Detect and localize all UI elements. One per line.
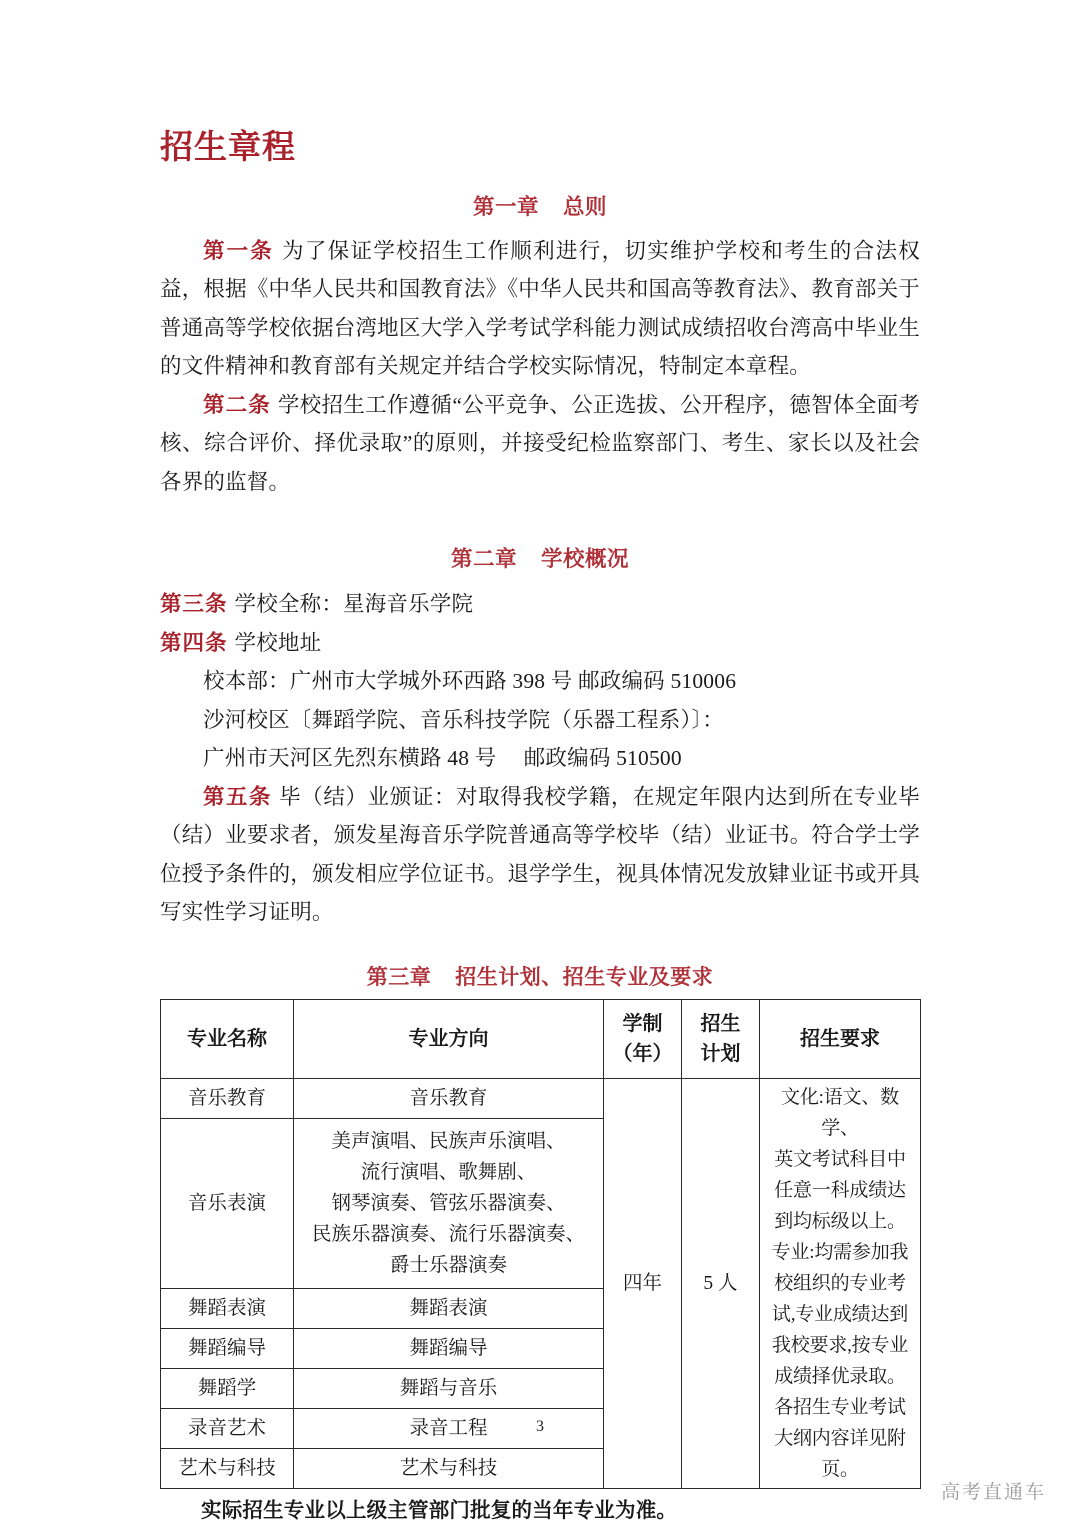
header-requirement: 招生要求 bbox=[760, 1000, 921, 1079]
header-quota-line2: 计划 bbox=[700, 1043, 741, 1066]
header-duration-line1: 学制 bbox=[622, 1013, 663, 1036]
chapter-heading-2 bbox=[160, 543, 920, 575]
chapter-3-label: 第三章 bbox=[366, 964, 432, 989]
cell-major-direction: 音乐教育 bbox=[294, 1079, 604, 1119]
cell-major-name: 艺术与科技 bbox=[161, 1449, 294, 1489]
cell-major-name: 舞蹈表演 bbox=[161, 1289, 294, 1329]
cell-duration: 四年 bbox=[604, 1079, 682, 1489]
article-1-marker: 第一条 bbox=[203, 238, 274, 263]
chapter-1-label: 第一章 bbox=[472, 195, 539, 220]
article-2-marker: 第二条 bbox=[203, 392, 271, 417]
address-line-shahe-detail: 广州市天河区先烈东横路 48 号 邮政编码 510500 bbox=[203, 746, 682, 771]
direction-line: 民族乐器演奏、流行乐器演奏、 bbox=[311, 1224, 585, 1246]
header-quota-line1: 招生 bbox=[700, 1013, 741, 1036]
requirement-line: 任意一科成绩达 bbox=[774, 1180, 906, 1202]
article-3-text: 学校全称：星海音乐学院 bbox=[234, 592, 474, 617]
cell-major-name: 音乐表演 bbox=[161, 1119, 294, 1289]
cell-major-name: 舞蹈编导 bbox=[161, 1329, 294, 1369]
article-1-text: 为了保证学校招生工作顺利进行，切实维护学校和考生的合法权益，根据《中华人民共和国教育法》《中华人民共和国高等教育法》、教育部关于普通高等学校依据台湾地区大学入学考试学科能力测试成绩招收台湾高中毕业生的文件精神和教育部有关规定并结合学校实际情况，特制定本章程。 bbox=[160, 238, 920, 378]
requirement-line: 试,专业成绩达到 bbox=[771, 1304, 909, 1326]
chapter-2-name: 学校概况 bbox=[541, 547, 630, 571]
requirement-line: 文化:语文、数学、 bbox=[781, 1087, 899, 1140]
requirement-line: 专业:均需参加我 bbox=[771, 1242, 909, 1264]
table-note: 实际招生专业以上级主管部门批复的当年专业为准。 bbox=[201, 1500, 678, 1523]
cell-quota: 5 人 bbox=[682, 1079, 760, 1489]
cell-major-name: 舞蹈学 bbox=[161, 1369, 294, 1409]
article-4-text: 学校地址 bbox=[234, 630, 322, 655]
article-3-paragraph bbox=[160, 585, 920, 624]
address-line-shahe-campus: 沙河校区〔舞蹈学院、音乐科技学院（乐器工程系）〕： bbox=[203, 707, 725, 732]
table-row bbox=[161, 1079, 921, 1119]
direction-line: 美声演唱、民族声乐演唱、 bbox=[331, 1131, 566, 1153]
article-4-paragraph bbox=[160, 624, 920, 663]
direction-line: 流行演唱、歌舞剧、 bbox=[360, 1162, 537, 1184]
requirement-line: 大纲内容详见附 bbox=[774, 1428, 906, 1450]
cell-major-direction: 艺术与科技 bbox=[294, 1449, 604, 1489]
requirement-line: 各招生专业考试 bbox=[774, 1397, 906, 1419]
cell-major-direction: 舞蹈表演 bbox=[294, 1289, 604, 1329]
cell-major-direction: 录音工程 bbox=[294, 1409, 604, 1449]
header-duration-line2: （年） bbox=[612, 1043, 673, 1066]
article-2-text: 学校招生工作遵循“公平竞争、公正选拔、公开程序，德智体全面考核、综合评价、择优录取”的原则，并接受纪检监察部门、考生、家长以及社会各界的监督。 bbox=[160, 392, 920, 494]
chapter-heading-3 bbox=[160, 962, 920, 994]
article-4-marker: 第四条 bbox=[160, 630, 228, 655]
chapter-3-name: 招生计划、招生专业及要求 bbox=[455, 964, 714, 989]
address-line-main-campus: 校本部：广州市大学城外环西路 398 号 邮政编码 510006 bbox=[203, 669, 737, 694]
chapter-heading-1 bbox=[160, 191, 920, 223]
cell-major-name: 录音艺术 bbox=[161, 1409, 294, 1449]
direction-line: 爵士乐器演奏 bbox=[389, 1255, 507, 1277]
requirement-line: 页。 bbox=[821, 1459, 859, 1481]
header-quota bbox=[682, 1000, 760, 1079]
chapter-1-name: 总则 bbox=[563, 195, 608, 220]
header-major-direction: 专业方向 bbox=[294, 1000, 604, 1079]
article-5-paragraph bbox=[160, 778, 920, 932]
cell-major-direction: 舞蹈与音乐 bbox=[294, 1369, 604, 1409]
article-1-paragraph bbox=[160, 232, 920, 386]
page-number: 3 bbox=[536, 1418, 544, 1435]
requirement-line: 到均标级以上。 bbox=[774, 1211, 906, 1233]
header-duration bbox=[604, 1000, 682, 1079]
direction-line: 钢琴演奏、管弦乐器演奏、 bbox=[331, 1193, 566, 1215]
watermark: 高考直通车 bbox=[940, 1481, 1046, 1503]
article-3-marker: 第三条 bbox=[160, 592, 228, 617]
table-header-row bbox=[161, 1000, 921, 1079]
cell-major-direction: 舞蹈编导 bbox=[294, 1329, 604, 1369]
admission-plan-table bbox=[160, 999, 921, 1489]
header-major-name: 专业名称 bbox=[161, 1000, 294, 1079]
requirement-line: 校组织的专业考 bbox=[774, 1273, 906, 1295]
chapter-2-label: 第二章 bbox=[450, 547, 517, 571]
article-2-paragraph bbox=[160, 386, 920, 502]
cell-major-direction bbox=[294, 1119, 604, 1289]
article-5-marker: 第五条 bbox=[203, 784, 272, 809]
page-title: 招生章程 bbox=[160, 130, 296, 166]
requirement-line: 成绩择优录取。 bbox=[774, 1366, 906, 1388]
article-5-text: 毕（结）业颁证：对取得我校学籍，在规定年限内达到所在专业毕（结）业要求者，颁发星海音乐学院普通高等学校毕（结）业证书。符合学士学位授予条件的，颁发相应学位证书。退学学生，视具体情况发放肄业证书或开具写实性学习证明。 bbox=[160, 784, 920, 925]
document-content bbox=[160, 128, 920, 1528]
cell-major-name: 音乐教育 bbox=[161, 1079, 294, 1119]
requirement-line: 英文考试科目中 bbox=[774, 1149, 906, 1171]
requirement-line: 我校要求,按专业 bbox=[771, 1335, 909, 1357]
